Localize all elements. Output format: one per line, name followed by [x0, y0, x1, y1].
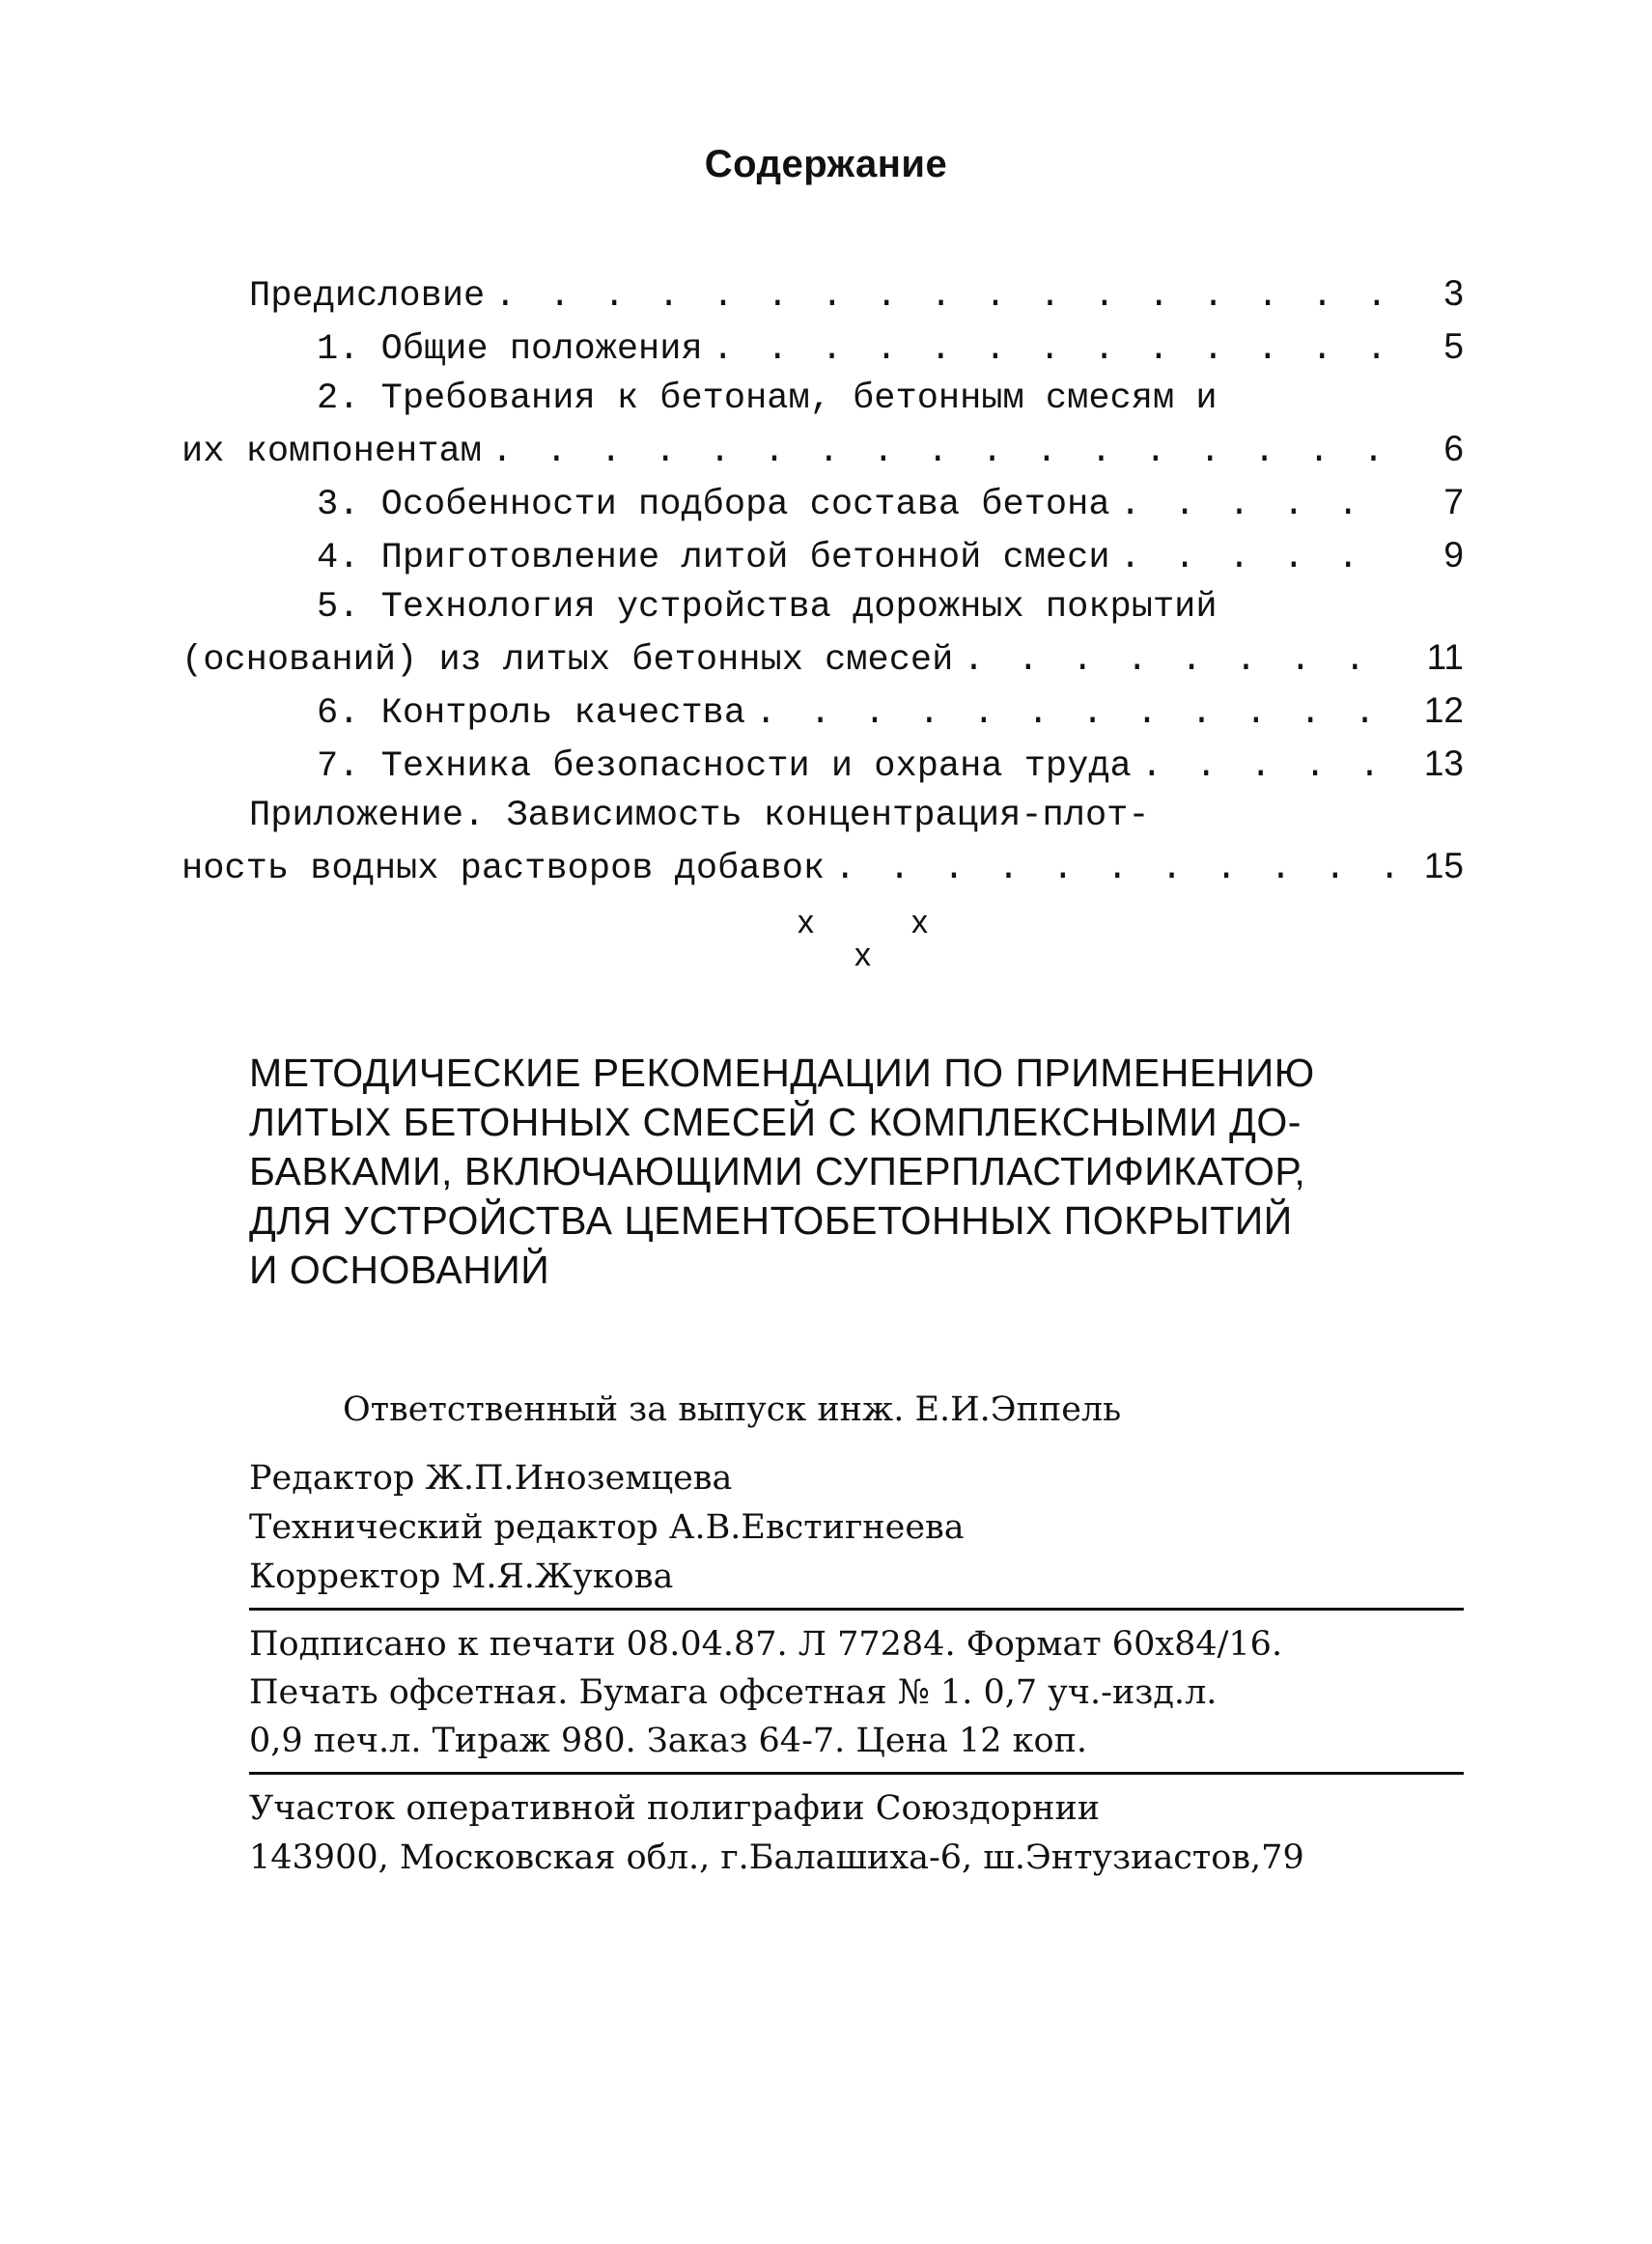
toc-item — [182, 841, 1464, 894]
toc-item-title: 1. Общие положения — [317, 329, 703, 370]
toc-item-title: 3. Особенности подбора состава бетона — [317, 485, 1110, 525]
publication-title-line: МЕТОДИЧЕСКИЕ РЕКОМЕНДАЦИИ ПО ПРИМЕНЕНИЮ — [249, 1051, 1315, 1095]
divider-rule — [249, 1608, 1464, 1611]
toc-leader-dots — [1120, 481, 1396, 530]
toc-item-line1 — [249, 583, 1464, 632]
toc-item-title: 2. Требования к бетонам, бетонным смесям и — [317, 379, 1218, 419]
toc-leader-dots — [491, 428, 1396, 477]
toc-item-page: 12 — [1423, 690, 1464, 730]
staff-list — [249, 1454, 1464, 1602]
toc-item — [182, 632, 1464, 686]
staff-line: Редактор Ж.П.Иноземцева — [249, 1459, 733, 1498]
responsible-line: Ответственный за выпуск инж. Е.И.Эппель — [343, 1390, 1122, 1429]
toc-item-page: 6 — [1443, 429, 1464, 468]
toc-item — [249, 686, 1464, 739]
publication-title-line: ЛИТЫХ БЕТОННЫХ СМЕСЕЙ С КОМПЛЕКСНЫМИ ДО- — [249, 1100, 1302, 1144]
table-of-contents — [182, 268, 1464, 894]
toc-item-title: ность водных растворов добавок — [182, 849, 826, 889]
toc-item-page: 15 — [1423, 846, 1464, 885]
print-info-line: Печать офсетная. Бумага офсетная № 1. 0,7 уч.-изд.л. — [249, 1673, 1218, 1712]
separator-mark: x — [798, 904, 814, 940]
printer-line: Участок оперативной полиграфии Союздорнии — [249, 1789, 1101, 1828]
toc-item-title: их компонентам — [182, 432, 482, 472]
publication-title-line: И ОСНОВАНИЙ — [249, 1248, 550, 1292]
toc-item-title: 6. Контроль качества — [317, 693, 746, 734]
toc-item-title: 7. Техника безопасности и охрана труда — [317, 746, 1132, 787]
staff-line: Технический редактор А.В.Евстигнеева — [249, 1508, 965, 1547]
toc-leader-dots — [755, 689, 1396, 739]
toc-item — [249, 322, 1464, 375]
responsible-person — [343, 1387, 1557, 1433]
print-info-line: Подписано к печати 08.04.87. Л 77284. Формат 60х84/16. — [249, 1625, 1283, 1664]
toc-item-title: Предисловие — [249, 276, 486, 317]
section-separator — [0, 904, 1652, 981]
toc-item-page: 9 — [1443, 535, 1464, 575]
toc-item-title: (оснований) из литых бетонных смесей — [182, 640, 954, 681]
toc-item — [249, 268, 1464, 322]
toc-item-page: 3 — [1443, 273, 1464, 313]
toc-item-page: 13 — [1423, 743, 1464, 783]
toc-leader-dots — [1141, 743, 1396, 792]
toc-item-page: 7 — [1443, 482, 1464, 521]
toc-leader-dots — [834, 845, 1396, 894]
publication-title — [249, 1049, 1446, 1295]
toc-item-title: 5. Технология устройства дорожных покрытий — [317, 587, 1218, 628]
toc-leader-dots — [713, 325, 1396, 375]
separator-mark: x — [854, 937, 871, 973]
toc-item — [249, 477, 1464, 530]
publication-title-line: БАВКАМИ, ВКЛЮЧАЮЩИМИ СУПЕРПЛАСТИФИКАТОР, — [249, 1149, 1306, 1193]
toc-item-line1 — [249, 375, 1464, 424]
divider-rule — [249, 1772, 1464, 1775]
toc-leader-dots — [963, 636, 1396, 686]
print-info — [249, 1620, 1464, 1765]
printer-info — [249, 1784, 1464, 1883]
toc-item-title: 4. Приготовление литой бетонной смеси — [317, 538, 1110, 578]
toc-item — [182, 424, 1464, 477]
toc-leader-dots — [1120, 534, 1396, 583]
printer-line: 143900, Московская обл., г.Балашиха-6, ш.Энтузиастов,79 — [249, 1838, 1304, 1877]
toc-item — [249, 530, 1464, 583]
print-info-line: 0,9 печ.л. Тираж 980. Заказ 64-7. Цена 12 коп. — [249, 1722, 1088, 1760]
publication-title-line: ДЛЯ УСТРОЙСТВА ЦЕМЕНТОБЕТОННЫХ ПОКРЫТИЙ — [249, 1198, 1293, 1243]
toc-item — [249, 739, 1464, 792]
toc-leader-dots — [494, 272, 1396, 322]
separator-mark: x — [911, 904, 928, 940]
toc-item-page: 5 — [1443, 326, 1464, 366]
toc-item-line1 — [249, 792, 1464, 841]
contents-heading: Содержание — [704, 143, 948, 185]
toc-item-title: Приложение. Зависимость концентрация-плот- — [249, 796, 1150, 836]
toc-item-page: 11 — [1426, 637, 1464, 677]
staff-line: Корректор М.Я.Жукова — [249, 1557, 674, 1596]
